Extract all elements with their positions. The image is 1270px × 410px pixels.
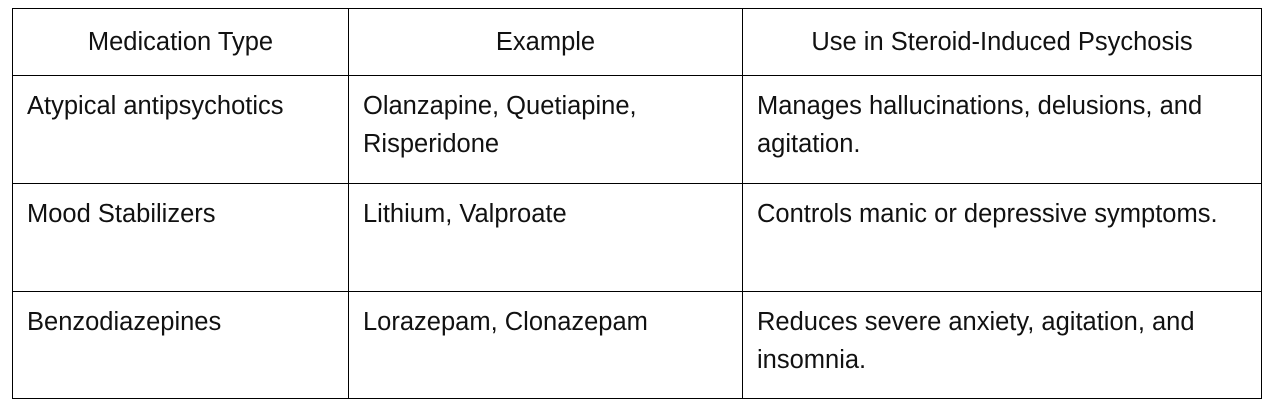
header-medication-type: Medication Type	[13, 9, 349, 76]
cell-use: Reduces severe anxiety, agitation, and insomnia.	[743, 292, 1262, 399]
cell-example: Lithium, Valproate	[349, 184, 743, 292]
table-row	[13, 292, 1262, 399]
cell-medication-type: Mood Stabilizers	[13, 184, 349, 292]
cell-example: Lorazepam, Clonazepam	[349, 292, 743, 399]
medication-table	[12, 8, 1262, 399]
cell-use: Controls manic or depressive symptoms.	[743, 184, 1262, 292]
cell-medication-type: Benzodiazepines	[13, 292, 349, 399]
header-use: Use in Steroid-Induced Psychosis	[743, 9, 1262, 76]
table-header-row	[13, 9, 1262, 76]
cell-medication-type: Atypical antipsychotics	[13, 76, 349, 184]
cell-use: Manages hallucinations, delusions, and agitation.	[743, 76, 1262, 184]
table-row	[13, 76, 1262, 184]
cell-example: Olanzapine, Quetiapine, Risperidone	[349, 76, 743, 184]
header-example: Example	[349, 9, 743, 76]
table-row	[13, 184, 1262, 292]
